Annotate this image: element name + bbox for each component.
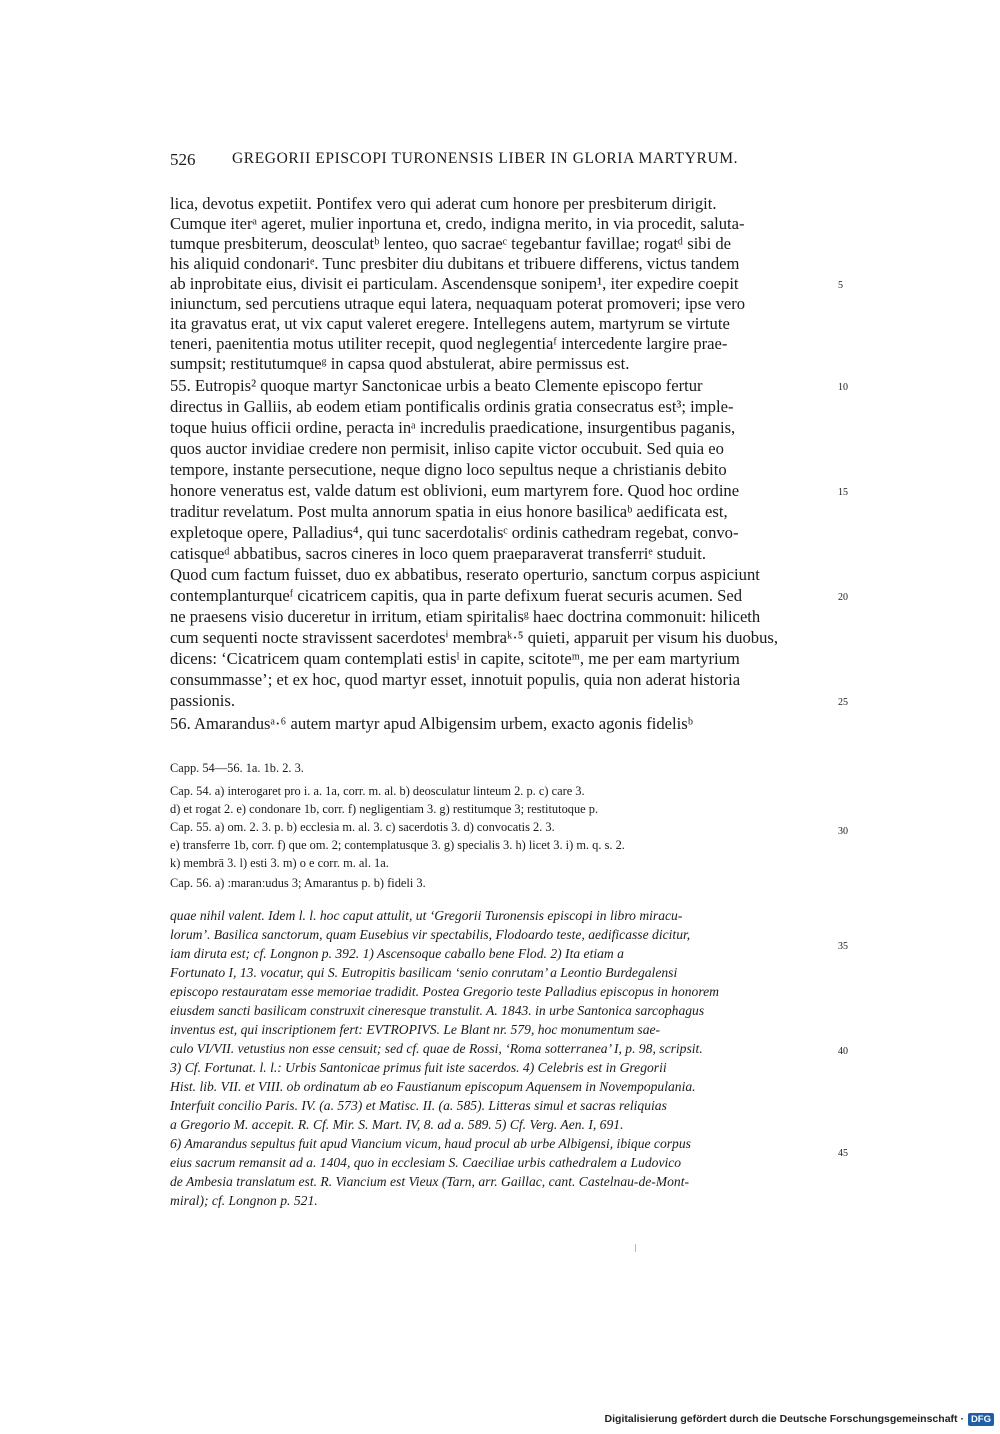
footnote-line: quae nihil valent. Idem l. l. hoc caput attulit, ut ‘Gregorii Turonensis episcopi in libro miracu- <box>170 908 683 923</box>
footnote-line: eius sacrum remansit ad a. 1404, quo in ecclesiam S. Caeciliae urbis cathedralem a Ludovico <box>170 1155 682 1170</box>
line-number: 45 <box>838 1148 848 1159</box>
text-line: honore veneratus est, valde datum est oblivioni, eum martyrem fore. Quod hoc ordine <box>170 481 740 500</box>
footnote-line: culo VI/VII. vetustius non esse censuit; sed cf. quae de Rossi, ‘Roma sotterranea’ I, p. 98, scripsit. <box>170 1041 703 1056</box>
text-line: cum sequenti nocte stravissent sacerdotesⁱ membraᵏ·⁵ quieti, apparuit per visum his duobus, <box>170 628 778 647</box>
footnote-line: episcopo restauratam esse memoriae tradidit. Postea Gregorio teste Palladius episcopus in honorem <box>170 984 719 999</box>
text-line: passionis. <box>170 691 235 710</box>
text-line: Quod cum factum fuisset, duo ex abbatibus, reserato operturio, sanctum corpus aspiciunt <box>170 565 760 584</box>
credit-text: Digitalisierung gefördert durch die Deutsche Forschungsgemeinschaft · <box>604 1413 964 1425</box>
text-line: ne praesens visio duceretur in irritum, etiam spiritalisᵍ haec doctrina commonuit: hiliceth <box>170 607 761 626</box>
line-number: 15 <box>838 487 848 498</box>
text-line: contemplanturqueᶠ cicatricem capitis, qua in parte defixum fuerat securis acumen. Sed <box>170 586 743 605</box>
text-line: quos auctor invidiae credere non permisit, inliso capite victor occubuit. Sed quia eo <box>170 439 724 458</box>
text-line: 56. Amarandusᵃ·⁶ autem martyr apud Albigensim urbem, exacto agonis fidelisᵇ <box>170 714 693 733</box>
text-line: ita gravatus erat, ut vix caput valeret eregere. Intellegens autem, martyrum se virtute <box>170 314 730 333</box>
text-line: directus in Galliis, ab eodem etiam pontificalis ordinis gratia consecratus est³; imple- <box>170 397 734 416</box>
text-line: iniunctum, sed percutiens utraque equi latera, nequaquam poterat promoveri; ipse vero <box>170 294 746 313</box>
apparatus-line: Cap. 56. a) :maran:udus 3; Amarantus p. b) fideli 3. <box>170 876 426 890</box>
text-line: tempore, instante persecutione, neque digno loco sepultus neque a christianis debito <box>170 460 727 479</box>
text-line: catisqueᵈ abbatibus, sacros cineres in loco quem praeparaverat transferriᵉ studuit. <box>170 544 707 563</box>
line-number: 30 <box>838 826 848 837</box>
text-line: lica, devotus expetiit. Pontifex vero qui aderat cum honore per presbiterum dirigit. <box>170 194 717 213</box>
text-line: 55. Eutropis² quoque martyr Sanctonicae urbis a beato Clemente episcopo fertur <box>170 376 703 395</box>
footnote-line: 6) Amarandus sepultus fuit apud Viancium vicum, haud procul ab urbe Albigensi, ibique corpus <box>170 1136 691 1151</box>
text-line: tumque presbiterum, deosculatᵇ lenteo, quo sacraeᶜ tegebantur favillae; rogatᵈ sibi de <box>170 234 732 253</box>
footnote-line: eiusdem sancti basilicam construxit cineresque transtulit. A. 1843. in urbe Santonica sarcophagus <box>170 1003 705 1018</box>
apparatus-line: Capp. 54—56. 1a. 1b. 2. 3. <box>170 761 304 775</box>
footnote-line: iam diruta est; cf. Longnon p. 392. 1) Ascensoque caballo bene Flod. 2) Ita etiam a <box>170 946 624 961</box>
text-line: traditur revelatum. Post multa annorum spatia in eius honore basilicaᵇ aedificata est, <box>170 502 728 521</box>
text-line: toque huius officii ordine, peracta inᵃ incredulis praedicatione, insurgentibus paganis, <box>170 418 736 437</box>
footnote-line: Hist. lib. VII. et VIII. ob ordinatum ab eo Faustianum episcopum Aquensem in Novempopulania. <box>170 1079 696 1094</box>
text-line: his aliquid condonariᵉ. Tunc presbiter diu dubitans et tribuere differens, victus tandem <box>170 254 740 273</box>
footnote-line: de Ambesia translatum est. R. Viancium est Vieux (Tarn, arr. Gaillac, cant. Castelnau-de-Mont- <box>170 1174 690 1189</box>
line-number: 20 <box>838 592 848 603</box>
dfg-logo: DFG <box>968 1413 994 1426</box>
text-line: Cumque iterᵃ ageret, mulier inportuna et, credo, indigna merito, in via procedit, saluta- <box>170 214 745 233</box>
line-number: 35 <box>838 941 848 952</box>
footnote-line: miral); cf. Longnon p. 521. <box>170 1193 318 1208</box>
running-title: GREGORII EPISCOPI TURONENSIS LIBER IN GLORIA MARTYRUM. <box>232 150 739 167</box>
line-number: 5 <box>838 280 843 291</box>
apparatus-line: Cap. 55. a) om. 2. 3. p. b) ecclesia m. al. 3. c) sacerdotis 3. d) convocatis 2. 3. <box>170 820 555 834</box>
text-line: dicens: ‘Cicatricem quam contemplati estisˡ in capite, scitoteᵐ, me per eam martyrium <box>170 649 740 668</box>
apparatus-line: Cap. 54. a) interogaret pro i. a. 1a, corr. m. al. b) deosculatur linteum 2. p. c) care 3. <box>170 784 585 798</box>
page-number: 526 <box>170 150 196 169</box>
apparatus-line: k) membrā 3. l) esti 3. m) o e corr. m. al. 1a. <box>170 856 389 870</box>
line-number: 25 <box>838 697 848 708</box>
line-number: 10 <box>838 382 848 393</box>
text-line: ab inprobitate eius, divisit ei particulam. Ascendensque sonipem¹, iter expedire coepit <box>170 274 739 293</box>
footnote-line: Interfuit concilio Paris. IV. (a. 573) et Matisc. II. (a. 585). Litteras simul et sacras reliquias <box>170 1098 667 1113</box>
scan-mark <box>635 1244 636 1252</box>
apparatus-line: e) transferre 1b, corr. f) que om. 2; contemplatusque 3. g) specialis 3. h) licet 3. i) m. q. s. 2. <box>170 838 625 852</box>
text-line: sumpsit; restitutumqueᵍ in capsa quod abstulerat, abire permissus est. <box>170 354 630 373</box>
footnote-line: inventus est, qui inscriptionem fert: EVTROPIVS. Le Blant nr. 579, hoc monumentum sae- <box>170 1022 661 1037</box>
apparatus-line: d) et rogat 2. e) condonare 1b, corr. f) negligentiam 3. g) restitumque 3; restitutoque p. <box>170 802 599 816</box>
footnote-line: 3) Cf. Fortunat. l. l.: Urbis Santonicae primus fuit iste sacerdos. 4) Celebris est in Gregorii <box>170 1060 667 1075</box>
digitization-credit <box>605 1413 994 1426</box>
text-line: teneri, paenitentia motus utiliter recepit, quod neglegentiaᶠ intercedente largire prae- <box>170 334 728 353</box>
text-line: expletoque opere, Palladius⁴, qui tunc sacerdotalisᶜ ordinis cathedram regebat, convo- <box>170 523 739 542</box>
text-line: consummasse’; et ex hoc, quod martyr esset, innotuit populis, quia non aderat historia <box>170 670 741 689</box>
footnote-line: Fortunato I, 13. vocatur, qui S. Eutropitis basilicam ‘senio conrutam’ a Leontio Burdegalensi <box>170 965 678 980</box>
line-number: 40 <box>838 1046 848 1057</box>
footnote-line: a Gregorio M. accepit. R. Cf. Mir. S. Mart. IV, 8. ad a. 589. 5) Cf. Verg. Aen. I, 691. <box>170 1117 624 1132</box>
footnote-line: lorum’. Basilica sanctorum, quam Eusebius vir spectabilis, Flodoardo teste, aedificasse dicitur, <box>170 927 691 942</box>
